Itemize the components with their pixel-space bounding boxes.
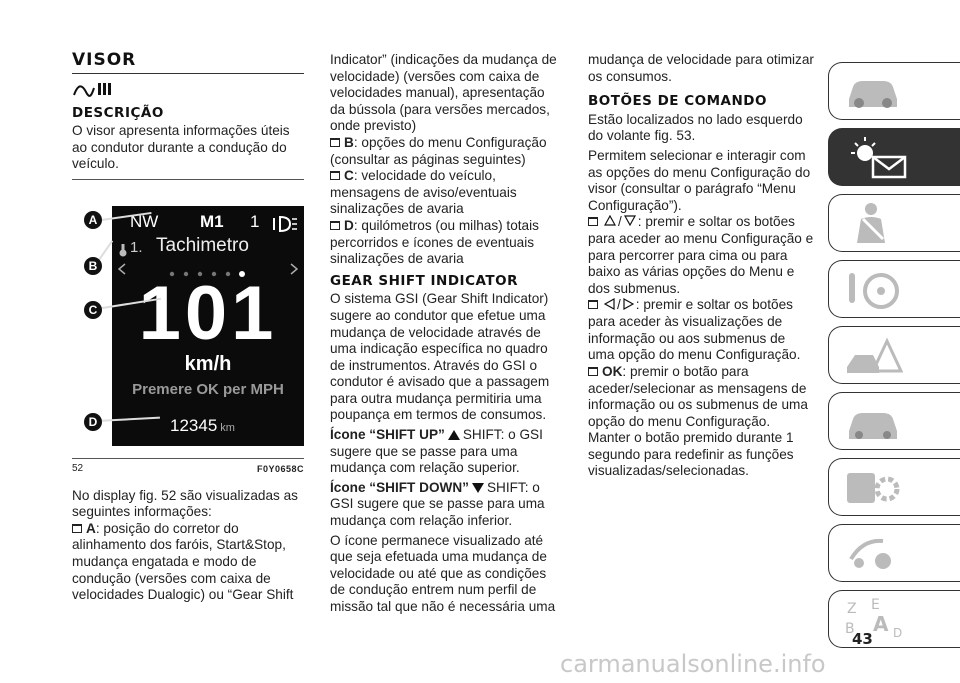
- car-service-icon: [843, 399, 903, 445]
- description-text: O visor apresenta informações úteis ao condutor durante a condução do veículo.: [72, 123, 290, 172]
- item-a-text: : posição do corretor do alinhamento dos faróis, Start&Stop, mudança engatada e modo de condução (versões com caixa de velocidades Dualogic) ou “Gear Shift: [72, 520, 294, 603]
- gear-suggestion: 1: [250, 211, 260, 231]
- bullet-icon: [72, 524, 82, 533]
- figure-caption: [72, 458, 304, 478]
- odometer-unit: km: [220, 421, 235, 434]
- section-title: VISOR: [72, 52, 304, 74]
- icon-persist-text: O ícone permanece visualizado até que seja efetuada uma mudança de velocidade ou até que as condições de condução entrem num perfil de missão tal que não é necessária uma: [330, 532, 556, 614]
- figure-code: F0Y0658C: [256, 463, 304, 474]
- up-button-icon: [604, 214, 616, 231]
- buttons-heading: BOTÕES DE COMANDO: [588, 93, 767, 110]
- right-button-icon: [623, 298, 634, 315]
- display-prompt: Premere OK per MPH: [132, 380, 284, 398]
- callout-a: A: [84, 211, 102, 229]
- item-a-key: A: [86, 520, 96, 536]
- odometer: [170, 415, 235, 437]
- display-intro: No display fig. 52 são visualizadas as seguintes informações:: [72, 487, 298, 520]
- shift-down-icon: [472, 483, 484, 493]
- tab-emergency[interactable]: [828, 326, 960, 384]
- bullet-ok: [588, 364, 814, 480]
- item-b-key: B: [344, 134, 354, 150]
- gsi-heading: GEAR SHIFT INDICATOR: [330, 272, 518, 289]
- tab-index[interactable]: [828, 590, 960, 648]
- item-a: [72, 521, 304, 604]
- shift-up-label: Ícone “SHIFT UP”: [330, 427, 445, 443]
- column-2: [330, 52, 560, 616]
- gear-indicator: M1: [200, 211, 224, 231]
- tab-maintenance[interactable]: [828, 392, 960, 450]
- item-b: [330, 135, 560, 168]
- left-right-separator: /: [617, 297, 621, 313]
- column-1: [72, 52, 304, 604]
- tab-safety[interactable]: [828, 194, 960, 252]
- left-button-icon: [604, 298, 615, 315]
- svg-text:D: D: [893, 626, 903, 640]
- svg-text:B: B: [845, 621, 855, 637]
- tab-dashboard[interactable]: [828, 128, 960, 186]
- key-steering-wheel-icon: [843, 267, 903, 313]
- item-d-text: : quilómetros (ou milhas) totais percorridos e ícones de eventuais sinalizações de avaria: [330, 217, 539, 267]
- thermometer-icon: [118, 243, 128, 262]
- car-icon: [843, 69, 903, 113]
- item-a-continued: Indicator” (indicações da mudança de velocidade) (versões com caixa de velocidades manual), apresentação da bússola (para versões mercados, onde previsto): [330, 52, 557, 134]
- tab-vehicle-knowledge[interactable]: [828, 62, 960, 120]
- seatbelt-passenger-icon: [843, 201, 903, 247]
- buttons-purpose: Permitem selecionar e interagir com as opções do menu Configuração do visor (consultar o parágrafo “Menu Configuração”).: [588, 147, 811, 213]
- page-number: 43: [852, 630, 873, 648]
- bullet-left-right: [588, 297, 814, 363]
- left-right-text: : premir e soltar os botões para aceder às visualizações de informação ou aos submenus de uma opção do menu Configuração.: [588, 297, 801, 363]
- shift-down-label: Ícone “SHIFT DOWN”: [330, 479, 469, 495]
- shift-down-text: SHIFT: o GSI sugere que se passe para uma mudança com relação inferior.: [330, 479, 545, 529]
- item-d: [330, 218, 560, 268]
- up-down-text: : premir e soltar os botões para aceder ao menu Configuração e para percorrer para cima ou para baixo as várias opções do Menu e dos submenus.: [588, 214, 814, 296]
- bullet-icon: [588, 217, 598, 226]
- ok-text: : premir o botão para aceder/selecionar as mensagens de informação ou os submenus de uma opção do menu Configuração. Manter o botão premido durante 1 segundo para redefinir as funções visualizadas/selecionadas.: [588, 363, 808, 479]
- compass-direction: NW: [130, 211, 159, 231]
- buttons-location: Estão localizados no lado esquerdo do volante fig. 53.: [588, 111, 803, 144]
- bullet-icon: [330, 171, 340, 180]
- item-d-key: D: [344, 217, 354, 233]
- instrument-display: [112, 206, 304, 446]
- column-3: [588, 52, 814, 480]
- shift-up-text: SHIFT: o GSI sugere que se passe para uma mudança com relação superior.: [330, 427, 543, 476]
- odometer-value: 12345: [170, 415, 218, 435]
- mode-icon: [72, 80, 304, 100]
- dashboard-figure: [72, 194, 304, 456]
- menu-number: 1.: [130, 238, 143, 256]
- ok-key: OK: [602, 363, 623, 379]
- tab-technical-data[interactable]: [828, 458, 960, 516]
- watermark: carmanualsonline.info: [560, 650, 826, 678]
- breakdown-warning-icon: [843, 333, 903, 379]
- item-c: [330, 168, 560, 218]
- bullet-icon: [588, 367, 598, 376]
- speed-unit: km/h: [184, 352, 232, 375]
- bullet-icon: [330, 138, 340, 147]
- speed-value: 101: [138, 270, 278, 356]
- item-c-key: C: [344, 168, 354, 184]
- description-heading: DESCRIÇÃO: [72, 104, 164, 121]
- shift-up-paragraph: [330, 427, 560, 477]
- bullet-icon: [330, 221, 340, 230]
- svg-text:E: E: [871, 597, 880, 613]
- shift-up-icon: [448, 430, 460, 440]
- shift-down-paragraph: [330, 480, 560, 530]
- item-b-text: : opções do menu Configuração (consultar as páginas seguintes): [330, 134, 547, 167]
- callout-d: D: [84, 413, 102, 431]
- down-button-icon: [624, 214, 636, 231]
- svg-text:Z: Z: [847, 601, 857, 617]
- bullet-icon: [588, 300, 598, 309]
- tab-multimedia[interactable]: [828, 524, 960, 582]
- tab-starting-driving[interactable]: [828, 260, 960, 318]
- divider: [72, 179, 304, 180]
- warning-light-envelope-icon: [843, 135, 913, 181]
- callout-c: C: [84, 301, 102, 319]
- up-down-separator: /: [618, 214, 622, 230]
- callout-b: B: [84, 257, 102, 275]
- gear-icon: [843, 465, 903, 511]
- menu-title: Tachimetro: [156, 234, 249, 256]
- svg-text:A: A: [873, 612, 889, 636]
- multimedia-icon: [843, 531, 903, 577]
- gsi-text: O sistema GSI (Gear Shift Indicator) sugere ao condutor que efetue uma mudança de velocidade através de uma indicação específica no quadro de instrumentos. Através do GSI o condutor é avisado que a passagem para outra mudança permitiria uma poupança em termos de consumos.: [330, 291, 550, 423]
- item-c-text: : velocidade do veículo, mensagens de aviso/eventuais sinalizações de avaria: [330, 168, 517, 217]
- gsi-continued: mudança de velocidade para otimizar os consumos.: [588, 52, 814, 84]
- figure-number: 52: [72, 462, 84, 474]
- headlight-icon: [272, 214, 298, 239]
- bullet-up-down: [588, 214, 814, 297]
